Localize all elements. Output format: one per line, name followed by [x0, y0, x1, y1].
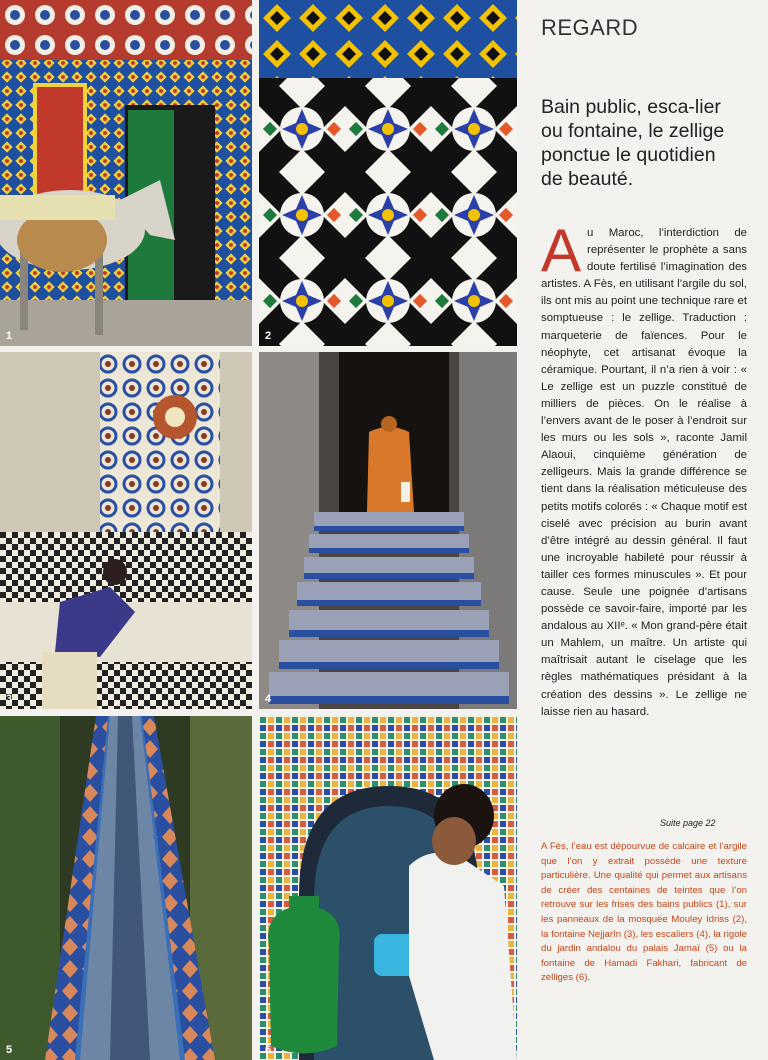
photo-4-staircase	[259, 352, 517, 709]
photo-number: 1	[6, 330, 13, 342]
photo-caption: A Fès, l’eau est dépourvue de calcaire et l’argile que l’on y extrait possède une texture particulière. Une qualité qui permet aux artisans de créer des centaines de teintes que l’on retrouve sur les frises des bains publics (1), sur les panneaux de la mosquée Mouley Idriss (2), la fontaine Nejjarîn (3), les escaliers (4), la rigole du jardin andalou du palais Jamaï (5) ou la fontaine de Hamadi Fakhari, fabricant de zelliges (6).	[541, 841, 747, 984]
photo-number: 5	[6, 1044, 13, 1056]
photo-number: 3	[6, 693, 13, 705]
article-body	[541, 217, 747, 721]
section-label: REGARD	[541, 15, 639, 40]
photo-number: 4	[265, 693, 272, 705]
photo-1-public-bath	[0, 0, 252, 346]
photo-2-mosque-panel	[259, 0, 517, 346]
article-text: u Maroc, l’interdiction de représenter le prophète a sans doute fertilisé l’imagination des artistes. A Fès, en utilisant l’argile du sol, ils ont mis au point une technique rare et somptueuse : le zellige. Traduction : marqueterie de faïences. Pour le néophyte, cet artisanat évoque la céramique. Pourtant, il n’a rien à voir : « Le zellige est un puzzle constitué de milliers de pièces. On le réalise à l’envers avant de le poser à l’endroit sur les murs ou les sols », raconte Jamil Alaoui, cinquième génération de zelligeurs. Mais la grande différence se tient dans la réalisation méticuleuse des petits motifs colorés : « Chaque motif est ciselé avec précision au burin avant d’être intégré au dessin général. Il faut une incroyable habileté pour réussir à tailler ces formes minuscules ». Et pour cause. Seule une poignée d’artisans possède ce savoir-faire, importé par les andalous au XIIᵉ. « Mon grand-père était un Mahlem, un maître. Un artiste qui maîtrisait autant le ciselage que les règles mathématiques présidant à la création des dessins ». Le zellige ne laisse rien au hasard.	[541, 227, 747, 718]
photo-number: 2	[265, 330, 272, 342]
headline: Bain public, esca-lier ou fontaine, le zellige ponctue le quotidien de beauté.	[541, 96, 725, 190]
photo-3-fountain	[0, 352, 252, 709]
photo-number: 6	[265, 1044, 272, 1056]
photo-5-garden-channel	[0, 716, 252, 1060]
continued-note: Suite page 22	[660, 818, 716, 828]
photo-6-artisan-fountain	[259, 716, 517, 1060]
drop-cap: A	[541, 217, 582, 284]
